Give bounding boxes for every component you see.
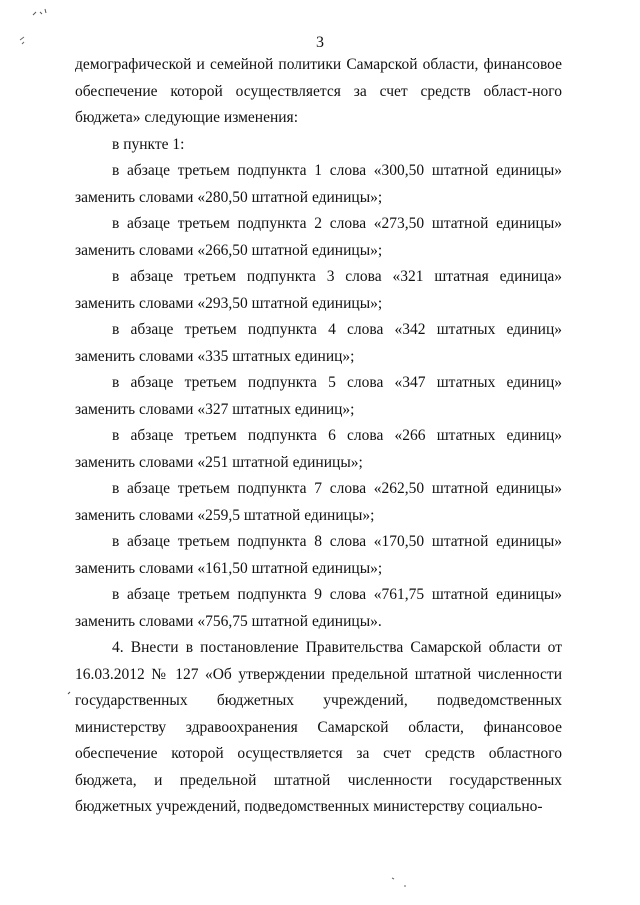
paragraph-subitem-1: в абзаце третьем подпункта 1 слова «300,50 штатной единицы» заменить словами «280,50 штатной единицы»; [75,162,562,206]
page-number: 3 [316,34,324,51]
paragraph-subitem-4: в абзаце третьем подпункта 4 слова «342 штатных единиц» заменить словами «335 штатных единиц»; [75,321,562,365]
paragraph-item-4: 4. Внести в постановление Правительства Самарской области от 16.03.2012 № 127 «Об утверждении предельной штатной численности государственных бюджетных учреждений, подведомственных министерству здравоохранения Самарской области, финансовое обеспечение которой осуществляется за счет средств областного бюджета, и предельной штатной численности государственных бюджетных учреждений, подведомственных министерству социально- [75,639,562,815]
paragraph-subitem-6: в абзаце третьем подпункта 6 слова «266 штатных единиц» заменить словами «251 штатной единицы»; [75,427,562,471]
paragraph-subitem-5: в абзаце третьем подпункта 5 слова «347 штатных единиц» заменить словами «327 штатных единиц»; [75,374,562,418]
paragraph-subitem-2: в абзаце третьем подпункта 2 слова «273,50 штатной единицы» заменить словами «266,50 штатной единицы»; [75,215,562,259]
paragraph-item-1-heading: в пункте 1: [112,135,185,153]
paragraph-subitem-9: в абзаце третьем подпункта 9 слова «761,75 штатной единицы» заменить словами «756,75 штатной единицы». [75,586,562,630]
paragraph-subitem-7: в абзаце третьем подпункта 7 слова «262,50 штатной единицы» заменить словами «259,5 штатной единицы»; [75,480,562,524]
document-body [75,52,562,821]
paragraph-subitem-3: в абзаце третьем подпункта 3 слова «321 штатная единица» заменить словами «293,50 штатной единицы»; [75,268,562,312]
paragraph-intro-continuation: демографической и семейной политики Самарской области, финансовое обеспечение которой осуществляется за счет средств област-ного бюджета» следующие изменения: [75,56,562,126]
paragraph-subitem-8: в абзаце третьем подпункта 8 слова «170,50 штатной единицы» заменить словами «161,50 штатной единицы»; [75,533,562,577]
